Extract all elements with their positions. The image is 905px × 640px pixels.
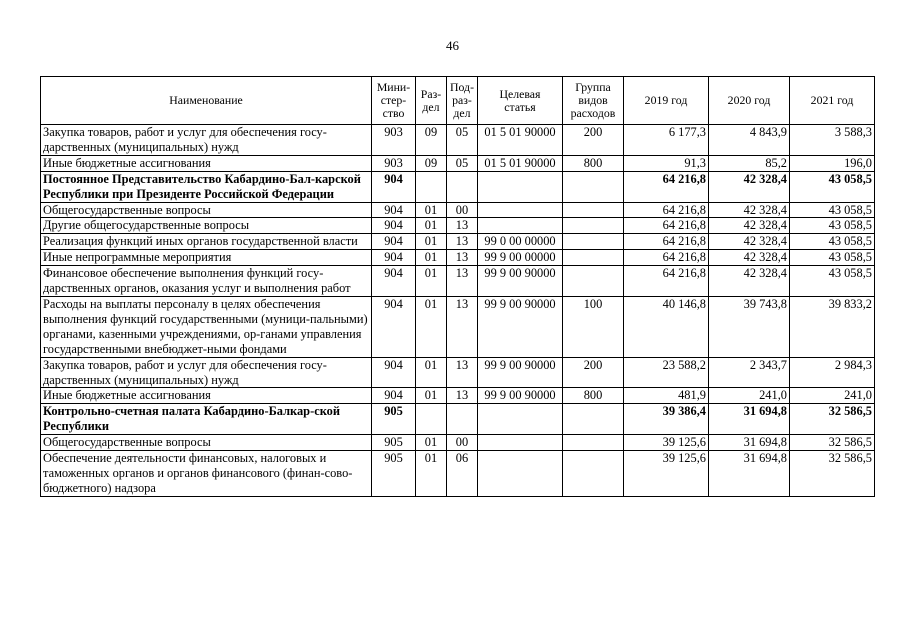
table-cell-subsection: 00 xyxy=(447,202,478,218)
table-cell-subsection: 13 xyxy=(447,218,478,234)
table-cell-ministry: 904 xyxy=(372,388,416,404)
table-cell-name: Обеспечение деятельности финансовых, налоговых и таможенных органов и органов финансового (финан-сово-бюджетного) надзора xyxy=(41,451,372,497)
header-subsection: Под- раз- дел xyxy=(447,77,478,125)
table-cell-2019: 64 216,8 xyxy=(624,250,709,266)
table-cell-2021: 32 586,5 xyxy=(790,404,875,435)
table-cell-name: Закупка товаров, работ и услуг для обеспечения госу-дарственных (муниципальных) нужд xyxy=(41,357,372,388)
table-cell-name: Другие общегосударственные вопросы xyxy=(41,218,372,234)
header-ministry: Мини- стер- ство xyxy=(372,77,416,125)
table-cell-group xyxy=(563,435,624,451)
table-row xyxy=(41,266,875,297)
table-cell-section: 01 xyxy=(416,435,447,451)
table-cell-subsection: 13 xyxy=(447,266,478,297)
table-cell-section: 09 xyxy=(416,155,447,171)
table-cell-2020: 85,2 xyxy=(709,155,790,171)
table-cell-subsection xyxy=(447,171,478,202)
table-cell-subsection: 13 xyxy=(447,388,478,404)
table-cell-ministry: 905 xyxy=(372,435,416,451)
table-cell-2019: 39 125,6 xyxy=(624,451,709,497)
table-cell-target xyxy=(478,435,563,451)
header-target: Целевая статья xyxy=(478,77,563,125)
table-cell-name: Реализация функций иных органов государственной власти xyxy=(41,234,372,250)
table-row xyxy=(41,155,875,171)
table-cell-ministry: 903 xyxy=(372,125,416,156)
table-cell-name: Иные бюджетные ассигнования xyxy=(41,155,372,171)
table-cell-target: 01 5 01 90000 xyxy=(478,125,563,156)
budget-table xyxy=(40,76,875,497)
table-cell-2019: 64 216,8 xyxy=(624,171,709,202)
table-cell-2020: 4 843,9 xyxy=(709,125,790,156)
table-cell-group xyxy=(563,266,624,297)
table-cell-subsection: 13 xyxy=(447,250,478,266)
table-row xyxy=(41,451,875,497)
table-cell-2019: 481,9 xyxy=(624,388,709,404)
table-cell-name: Финансовое обеспечение выполнения функций госу-дарственных органов, оказания услуг и выполнения работ xyxy=(41,266,372,297)
table-row xyxy=(41,296,875,357)
table-cell-subsection: 13 xyxy=(447,357,478,388)
table-cell-target: 99 9 00 90000 xyxy=(478,266,563,297)
table-cell-2021: 32 586,5 xyxy=(790,451,875,497)
table-cell-name: Постоянное Представительство Кабардино-Бал-карской Республики при Президенте Российской Федерации xyxy=(41,171,372,202)
table-row xyxy=(41,234,875,250)
table-cell-ministry: 904 xyxy=(372,234,416,250)
header-2021: 2021 год xyxy=(790,77,875,125)
table-cell-subsection: 06 xyxy=(447,451,478,497)
table-cell-ministry: 905 xyxy=(372,451,416,497)
table-cell-group xyxy=(563,234,624,250)
table-cell-2019: 40 146,8 xyxy=(624,296,709,357)
table-cell-group xyxy=(563,451,624,497)
table-cell-2021: 2 984,3 xyxy=(790,357,875,388)
table-cell-section: 01 xyxy=(416,357,447,388)
table-cell-2021: 32 586,5 xyxy=(790,435,875,451)
table-cell-section xyxy=(416,404,447,435)
table-cell-2020: 2 343,7 xyxy=(709,357,790,388)
header-section: Раз- дел xyxy=(416,77,447,125)
table-cell-2020: 42 328,4 xyxy=(709,234,790,250)
table-cell-2019: 23 588,2 xyxy=(624,357,709,388)
table-cell-2021: 43 058,5 xyxy=(790,250,875,266)
table-cell-2021: 196,0 xyxy=(790,155,875,171)
table-cell-target: 99 9 00 00000 xyxy=(478,250,563,266)
table-cell-group xyxy=(563,404,624,435)
table-cell-ministry: 904 xyxy=(372,202,416,218)
table-cell-2021: 43 058,5 xyxy=(790,266,875,297)
table-cell-section: 01 xyxy=(416,266,447,297)
table-cell-subsection: 13 xyxy=(447,296,478,357)
table-row xyxy=(41,388,875,404)
table-cell-group xyxy=(563,218,624,234)
table-cell-subsection: 00 xyxy=(447,435,478,451)
table-cell-2020: 31 694,8 xyxy=(709,435,790,451)
table-cell-2021: 43 058,5 xyxy=(790,202,875,218)
table-cell-group: 200 xyxy=(563,357,624,388)
table-row xyxy=(41,171,875,202)
table-cell-section: 01 xyxy=(416,202,447,218)
header-name: Наименование xyxy=(41,77,372,125)
table-row xyxy=(41,357,875,388)
table-cell-target xyxy=(478,171,563,202)
table-cell-subsection xyxy=(447,404,478,435)
table-cell-target: 99 9 00 90000 xyxy=(478,388,563,404)
table-cell-group xyxy=(563,250,624,266)
table-cell-2020: 42 328,4 xyxy=(709,218,790,234)
table-row xyxy=(41,125,875,156)
table-cell-section: 01 xyxy=(416,234,447,250)
table-cell-2021: 43 058,5 xyxy=(790,171,875,202)
table-cell-name: Расходы на выплаты персоналу в целях обеспечения выполнения функций государственными (муници-пальными) органами, казенными учреждениями, ор-ганами управления государственными внебюджет-ными фондами xyxy=(41,296,372,357)
table-cell-section: 01 xyxy=(416,218,447,234)
table-cell-2020: 42 328,4 xyxy=(709,250,790,266)
table-cell-2019: 64 216,8 xyxy=(624,218,709,234)
table-cell-ministry: 904 xyxy=(372,171,416,202)
table-cell-target: 99 9 00 90000 xyxy=(478,357,563,388)
table-cell-2019: 64 216,8 xyxy=(624,202,709,218)
table-row xyxy=(41,218,875,234)
table-cell-target: 99 0 00 00000 xyxy=(478,234,563,250)
table-header-row xyxy=(41,77,875,125)
table-cell-section xyxy=(416,171,447,202)
table-cell-2020: 42 328,4 xyxy=(709,266,790,297)
table-cell-ministry: 904 xyxy=(372,357,416,388)
table-cell-name: Общегосударственные вопросы xyxy=(41,202,372,218)
table-cell-ministry: 903 xyxy=(372,155,416,171)
table-cell-2021: 43 058,5 xyxy=(790,234,875,250)
table-cell-name: Иные бюджетные ассигнования xyxy=(41,388,372,404)
table-cell-name: Иные непрограммные мероприятия xyxy=(41,250,372,266)
table-row xyxy=(41,404,875,435)
table-cell-section: 01 xyxy=(416,296,447,357)
table-cell-2020: 42 328,4 xyxy=(709,171,790,202)
table-cell-name: Контрольно-счетная палата Кабардино-Балкар-ской Республики xyxy=(41,404,372,435)
header-group: Группа видов расходов xyxy=(563,77,624,125)
table-cell-group: 800 xyxy=(563,155,624,171)
table-cell-2020: 31 694,8 xyxy=(709,451,790,497)
table-cell-group xyxy=(563,202,624,218)
table-cell-ministry: 904 xyxy=(372,218,416,234)
table-cell-2019: 64 216,8 xyxy=(624,234,709,250)
table-cell-2019: 39 125,6 xyxy=(624,435,709,451)
table-cell-2020: 241,0 xyxy=(709,388,790,404)
table-cell-group: 200 xyxy=(563,125,624,156)
table-cell-subsection: 05 xyxy=(447,155,478,171)
table-cell-2021: 43 058,5 xyxy=(790,218,875,234)
table-cell-target: 01 5 01 90000 xyxy=(478,155,563,171)
table-cell-name: Закупка товаров, работ и услуг для обеспечения госу-дарственных (муниципальных) нужд xyxy=(41,125,372,156)
table-cell-target: 99 9 00 90000 xyxy=(478,296,563,357)
table-cell-group xyxy=(563,171,624,202)
table-cell-2020: 42 328,4 xyxy=(709,202,790,218)
table-cell-ministry: 904 xyxy=(372,296,416,357)
page-number: 46 xyxy=(446,38,459,53)
table-cell-section: 01 xyxy=(416,388,447,404)
header-2020: 2020 год xyxy=(709,77,790,125)
table-cell-2021: 39 833,2 xyxy=(790,296,875,357)
table-cell-ministry: 905 xyxy=(372,404,416,435)
table-cell-section: 01 xyxy=(416,250,447,266)
table-cell-2021: 3 588,3 xyxy=(790,125,875,156)
table-row xyxy=(41,435,875,451)
table-cell-target xyxy=(478,404,563,435)
table-cell-2020: 39 743,8 xyxy=(709,296,790,357)
table-cell-target xyxy=(478,218,563,234)
table-cell-subsection: 13 xyxy=(447,234,478,250)
table-row xyxy=(41,202,875,218)
table-cell-ministry: 904 xyxy=(372,266,416,297)
table-cell-section: 09 xyxy=(416,125,447,156)
table-cell-2021: 241,0 xyxy=(790,388,875,404)
table-cell-group: 800 xyxy=(563,388,624,404)
table-cell-target xyxy=(478,451,563,497)
table-cell-section: 01 xyxy=(416,451,447,497)
table-cell-2019: 64 216,8 xyxy=(624,266,709,297)
table-cell-subsection: 05 xyxy=(447,125,478,156)
header-2019: 2019 год xyxy=(624,77,709,125)
table-cell-target xyxy=(478,202,563,218)
table-cell-ministry: 904 xyxy=(372,250,416,266)
table-cell-2020: 31 694,8 xyxy=(709,404,790,435)
table-cell-name: Общегосударственные вопросы xyxy=(41,435,372,451)
table-cell-2019: 6 177,3 xyxy=(624,125,709,156)
table-row xyxy=(41,250,875,266)
table-cell-group: 100 xyxy=(563,296,624,357)
table-cell-2019: 91,3 xyxy=(624,155,709,171)
table-cell-2019: 39 386,4 xyxy=(624,404,709,435)
